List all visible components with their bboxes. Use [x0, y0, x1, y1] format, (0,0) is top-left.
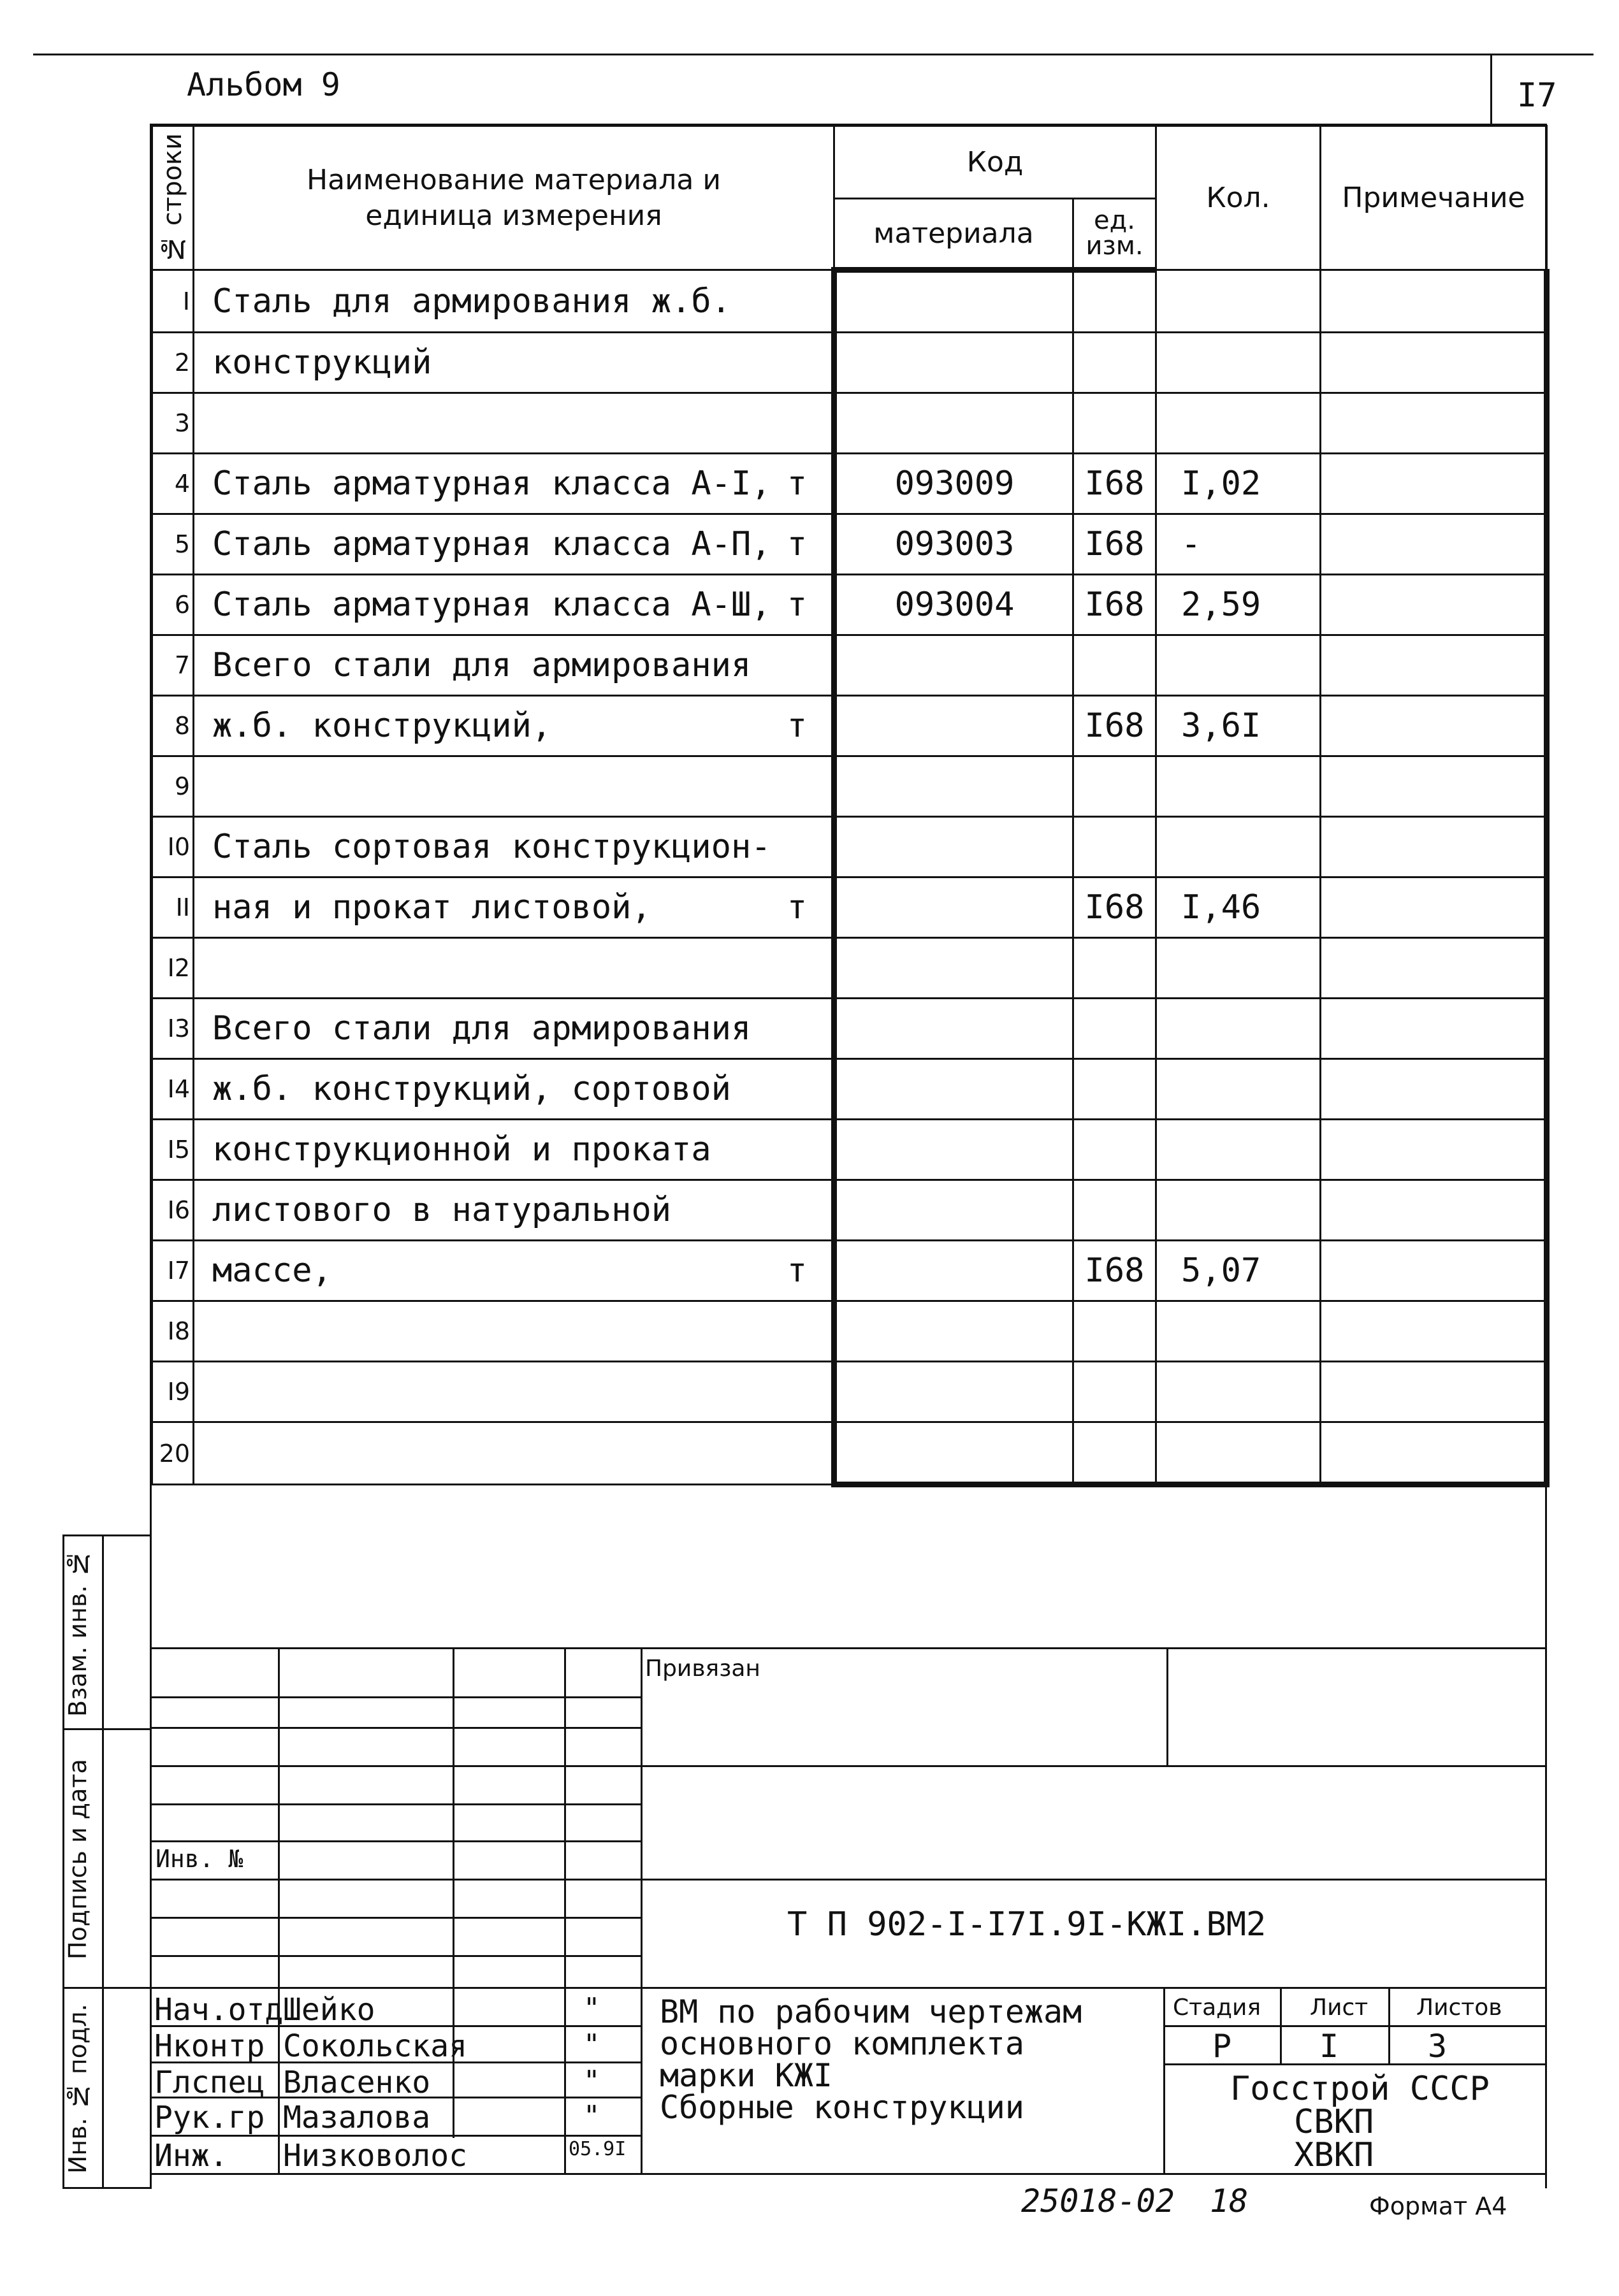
- unit-code-cell: I68: [1073, 1241, 1156, 1301]
- staff-role: Нач.отд: [154, 1992, 284, 2028]
- table-row: [152, 756, 1547, 817]
- note-cell: [1321, 1422, 1547, 1485]
- stamp-col-2: [1388, 1987, 1390, 2063]
- quantity-cell: [1156, 1180, 1321, 1241]
- unit-code-cell: I68: [1073, 575, 1156, 635]
- note-cell: [1321, 575, 1547, 635]
- archive-number: 25018-02: [1021, 2183, 1175, 2220]
- material-name-cell: [194, 393, 834, 454]
- unit-label: т: [787, 586, 807, 624]
- material-name-cell: [194, 877, 834, 938]
- material-name: конструкционной и проката: [212, 1130, 711, 1169]
- quantity-cell: 2,59: [1156, 575, 1321, 635]
- side-label-vzam: Взам. инв. №: [64, 1549, 92, 1717]
- quantity-cell: I,46: [1156, 877, 1321, 938]
- row-number-cell: I4: [152, 1059, 194, 1120]
- note-cell: [1321, 1059, 1547, 1120]
- note-cell: [1321, 756, 1547, 817]
- quantity-cell: [1156, 1301, 1321, 1362]
- material-name-cell: [194, 938, 834, 999]
- description-line-1: ВМ по рабочим чертежам: [660, 1993, 1082, 2030]
- unit-label: т: [787, 707, 807, 745]
- tb-rule-8: [151, 1955, 641, 1957]
- row-number-cell: I0: [152, 817, 194, 877]
- material-name: конструкций: [212, 343, 432, 382]
- row-number-cell: I: [152, 270, 194, 333]
- note-cell: [1321, 696, 1547, 756]
- unit-code-cell: [1073, 1301, 1156, 1362]
- staff-name: Низковолос: [283, 2138, 467, 2174]
- material-code-cell: [834, 393, 1073, 454]
- sheet-number: I7: [1517, 76, 1557, 115]
- staff-role: Глспец: [154, 2065, 265, 2100]
- unit-code-cell: [1073, 999, 1156, 1059]
- privyazan-label: Привязан: [645, 1656, 760, 1682]
- table-row: [152, 393, 1547, 454]
- tb-rule-7: [151, 1917, 641, 1919]
- material-name-cell: [194, 756, 834, 817]
- material-code-cell: [834, 270, 1073, 333]
- description-line-3: марки КЖI: [660, 2057, 832, 2094]
- tb-rule-4: [151, 1803, 641, 1805]
- material-code-cell: [834, 696, 1073, 756]
- tb-col-4: [641, 1647, 643, 2173]
- stage-value: Р: [1212, 2028, 1232, 2065]
- material-code-cell: 093009: [834, 454, 1073, 514]
- material-name-cell: [194, 575, 834, 635]
- side-label-podpis: Подпись и дата: [64, 1759, 92, 1960]
- material-code-cell: [834, 1241, 1073, 1301]
- material-name-cell: [194, 270, 834, 333]
- material-name-cell: [194, 999, 834, 1059]
- note-cell: [1321, 270, 1547, 333]
- stamp-rule-1: [1163, 2025, 1546, 2027]
- row-number-cell: 20: [152, 1422, 194, 1485]
- quantity-cell: [1156, 1422, 1321, 1485]
- org-line-2: СВКП: [1294, 2103, 1374, 2141]
- material-name: ная и прокат листовой,: [212, 888, 651, 927]
- material-code-cell: [834, 1301, 1073, 1362]
- side-label-inv-podl: Инв. № подл.: [64, 2004, 92, 2174]
- material-name-cell: [194, 1180, 834, 1241]
- note-cell: [1321, 635, 1547, 696]
- side-sep-2: [62, 1987, 152, 1989]
- side-frame-mid: [102, 1534, 104, 2188]
- material-code-cell: [834, 938, 1073, 999]
- staff-date: 05.9I: [569, 2138, 627, 2160]
- unit-label: т: [787, 888, 807, 927]
- format-label: Формат А4: [1369, 2192, 1507, 2220]
- material-name: ж.б. конструкций,: [212, 707, 552, 745]
- table-row: [152, 696, 1547, 756]
- material-name-cell: [194, 696, 834, 756]
- row-number-cell: I5: [152, 1120, 194, 1180]
- unit-code-cell: [1073, 270, 1156, 333]
- material-name-cell: [194, 454, 834, 514]
- quantity-cell: [1156, 1120, 1321, 1180]
- org-line-3: ХВКП: [1294, 2136, 1374, 2174]
- unit-code-cell: [1073, 333, 1156, 393]
- material-code-cell: [834, 1362, 1073, 1422]
- spec-table: [151, 125, 1550, 1487]
- material-name-cell: [194, 1120, 834, 1180]
- unit-code-cell: [1073, 1180, 1156, 1241]
- table-row: [152, 817, 1547, 877]
- table-row: [152, 1120, 1547, 1180]
- material-name: Сталь арматурная класса А-Ш,: [212, 586, 771, 624]
- unit-code-header: ед. изм.: [1073, 199, 1156, 270]
- table-row: [152, 270, 1547, 333]
- row-number-cell: II: [152, 877, 194, 938]
- material-name-cell: [194, 333, 834, 393]
- material-code-cell: [834, 1120, 1073, 1180]
- material-name: Всего стали для армирования: [212, 646, 751, 684]
- tb-rule-0: [151, 1647, 1546, 1649]
- row-number-cell: I6: [152, 1180, 194, 1241]
- material-name: массе,: [212, 1252, 332, 1290]
- quantity-cell: 5,07: [1156, 1241, 1321, 1301]
- note-cell: [1321, 1241, 1547, 1301]
- code-group-header: Код: [834, 126, 1156, 199]
- unit-label: т: [787, 465, 807, 503]
- row-number-cell: I9: [152, 1362, 194, 1422]
- table-row: [152, 333, 1547, 393]
- note-cell: [1321, 454, 1547, 514]
- staff-date: ": [583, 2065, 600, 2097]
- note-cell: [1321, 393, 1547, 454]
- quantity-cell: [1156, 635, 1321, 696]
- table-row: [152, 999, 1547, 1059]
- staff-name: Власенко: [283, 2065, 431, 2100]
- quantity-cell: [1156, 999, 1321, 1059]
- material-code-cell: [834, 333, 1073, 393]
- side-frame-top: [62, 1534, 152, 1536]
- material-code-cell: [834, 1059, 1073, 1120]
- unit-code-cell: [1073, 393, 1156, 454]
- material-name-cell: [194, 1422, 834, 1485]
- table-row: [152, 938, 1547, 999]
- tb-col-1: [278, 1647, 280, 2173]
- material-name: Всего стали для армирования: [212, 1009, 751, 1048]
- archive-page: 18: [1210, 2183, 1249, 2220]
- row-number-cell: 4: [152, 454, 194, 514]
- row-number-cell: 2: [152, 333, 194, 393]
- note-cell: [1321, 999, 1547, 1059]
- note-cell: [1321, 817, 1547, 877]
- row-number-cell: 9: [152, 756, 194, 817]
- table-row: [152, 1362, 1547, 1422]
- tb-col-3: [564, 1647, 566, 2173]
- quantity-header: Кол.: [1156, 126, 1321, 270]
- tb-rule-5: [151, 1840, 641, 1842]
- album-label: Альбом 9: [187, 66, 340, 103]
- material-name-cell: [194, 1301, 834, 1362]
- unit-label: т: [787, 1252, 807, 1290]
- unit-code-cell: [1073, 635, 1156, 696]
- row-number-cell: 6: [152, 575, 194, 635]
- material-code-cell: 093003: [834, 514, 1073, 575]
- staff-date: ": [583, 1992, 600, 2025]
- staff-role: Нконтр: [154, 2028, 265, 2064]
- unit-code-cell: [1073, 817, 1156, 877]
- note-header: Примечание: [1321, 126, 1547, 270]
- tb-rule-6: [151, 1879, 1546, 1881]
- unit-code-cell: I68: [1073, 454, 1156, 514]
- name-header: Наименование материала и единица измерения: [194, 126, 834, 270]
- material-name: ж.б. конструкций, сортовой: [212, 1070, 731, 1108]
- quantity-cell: [1156, 393, 1321, 454]
- staff-date: ": [583, 2100, 600, 2132]
- inv-no-label: Инв. №: [156, 1845, 243, 1873]
- unit-code-cell: [1073, 1422, 1156, 1485]
- tb-rule-1: [151, 1696, 641, 1698]
- quantity-cell: 3,6I: [1156, 696, 1321, 756]
- quantity-cell: -: [1156, 514, 1321, 575]
- stage-label: Стадия: [1173, 1995, 1261, 2021]
- staff-role: Рук.гр: [154, 2100, 265, 2135]
- row-number-cell: 3: [152, 393, 194, 454]
- description-line-4: Сборные конструкции: [660, 2089, 1024, 2126]
- row-number-cell: 5: [152, 514, 194, 575]
- sheets-label: Листов: [1416, 1995, 1502, 2021]
- unit-code-cell: I68: [1073, 514, 1156, 575]
- tb-rule-9: [151, 1987, 1546, 1989]
- note-cell: [1321, 938, 1547, 999]
- table-row: [152, 1301, 1547, 1362]
- row-number-cell: I2: [152, 938, 194, 999]
- staff-name: Мазалова: [283, 2100, 431, 2135]
- note-cell: [1321, 514, 1547, 575]
- unit-code-cell: [1073, 1059, 1156, 1120]
- material-name-cell: [194, 514, 834, 575]
- quantity-cell: [1156, 333, 1321, 393]
- staff-date: ": [583, 2028, 600, 2061]
- note-cell: [1321, 1362, 1547, 1422]
- note-cell: [1321, 1180, 1547, 1241]
- table-row: [152, 877, 1547, 938]
- table-row: [152, 1059, 1547, 1120]
- note-cell: [1321, 877, 1547, 938]
- tb-col-2: [453, 1647, 454, 2138]
- table-row: [152, 1422, 1547, 1485]
- stamp-divider: [1163, 1987, 1165, 2173]
- table-row: [152, 1241, 1547, 1301]
- table-row: [152, 514, 1547, 575]
- material-name: листового в натуральной: [212, 1191, 672, 1229]
- material-name: Сталь для армирования ж.б.: [212, 282, 731, 321]
- table-row: [152, 635, 1547, 696]
- tb-privyazan-divider: [1166, 1647, 1168, 1765]
- material-code-cell: [834, 999, 1073, 1059]
- material-name-cell: [194, 1059, 834, 1120]
- org-line-1: Госстрой СССР: [1230, 2070, 1490, 2108]
- quantity-cell: [1156, 1362, 1321, 1422]
- tb-rule-2: [151, 1727, 641, 1729]
- sheet-number-divider: [1490, 54, 1492, 124]
- table-row: [152, 454, 1547, 514]
- material-name-cell: [194, 1362, 834, 1422]
- material-name-cell: [194, 635, 834, 696]
- sheets-value: 3: [1428, 2028, 1448, 2065]
- unit-code-cell: [1073, 1120, 1156, 1180]
- quantity-cell: [1156, 756, 1321, 817]
- spec-body: [152, 270, 1547, 1485]
- top-rule: [33, 54, 1594, 55]
- row-number-cell: 8: [152, 696, 194, 756]
- document-designation: Т П 902-I-I7I.9I-КЖI.ВМ2: [787, 1905, 1267, 1944]
- material-code-cell: [834, 877, 1073, 938]
- material-name: Сталь арматурная класса А-П,: [212, 525, 771, 563]
- unit-label: т: [787, 525, 807, 563]
- material-code-cell: [834, 1180, 1073, 1241]
- row-number-cell: I7: [152, 1241, 194, 1301]
- description-line-2: основного комплекта: [660, 2025, 1024, 2062]
- material-code-cell: [834, 1422, 1073, 1485]
- table-row: [152, 575, 1547, 635]
- sheet-value: I: [1319, 2028, 1339, 2065]
- material-name-cell: [194, 817, 834, 877]
- row-number-header: № строки: [152, 126, 194, 270]
- table-row: [152, 1180, 1547, 1241]
- material-code-cell: [834, 635, 1073, 696]
- quantity-cell: [1156, 270, 1321, 333]
- side-sep-1: [62, 1728, 152, 1730]
- material-code-cell: 093004: [834, 575, 1073, 635]
- sheet-label: Лист: [1310, 1995, 1369, 2021]
- unit-code-cell: [1073, 756, 1156, 817]
- material-code-cell: [834, 756, 1073, 817]
- side-frame-bottom: [62, 2187, 152, 2189]
- staff-name: Сокольская: [283, 2028, 467, 2064]
- row-number-cell: 7: [152, 635, 194, 696]
- note-cell: [1321, 1120, 1547, 1180]
- note-cell: [1321, 1301, 1547, 1362]
- quantity-cell: [1156, 938, 1321, 999]
- material-code-cell: [834, 817, 1073, 877]
- row-number-cell: I3: [152, 999, 194, 1059]
- quantity-cell: [1156, 817, 1321, 877]
- unit-code-cell: [1073, 938, 1156, 999]
- quantity-cell: [1156, 1059, 1321, 1120]
- tb-rule-3: [151, 1765, 1546, 1767]
- material-name: Сталь сортовая конструкцион-: [212, 828, 771, 866]
- material-code-header: материала: [834, 199, 1073, 270]
- unit-code-cell: I68: [1073, 696, 1156, 756]
- note-cell: [1321, 333, 1547, 393]
- stamp-col-1: [1280, 1987, 1282, 2063]
- staff-name: Шейко: [283, 1992, 375, 2028]
- row-number-cell: I8: [152, 1301, 194, 1362]
- unit-code-cell: [1073, 1362, 1156, 1422]
- unit-code-cell: I68: [1073, 877, 1156, 938]
- staff-role: Инж.: [154, 2138, 228, 2174]
- material-name: Сталь арматурная класса А-I,: [212, 465, 771, 503]
- material-name-cell: [194, 1241, 834, 1301]
- quantity-cell: I,02: [1156, 454, 1321, 514]
